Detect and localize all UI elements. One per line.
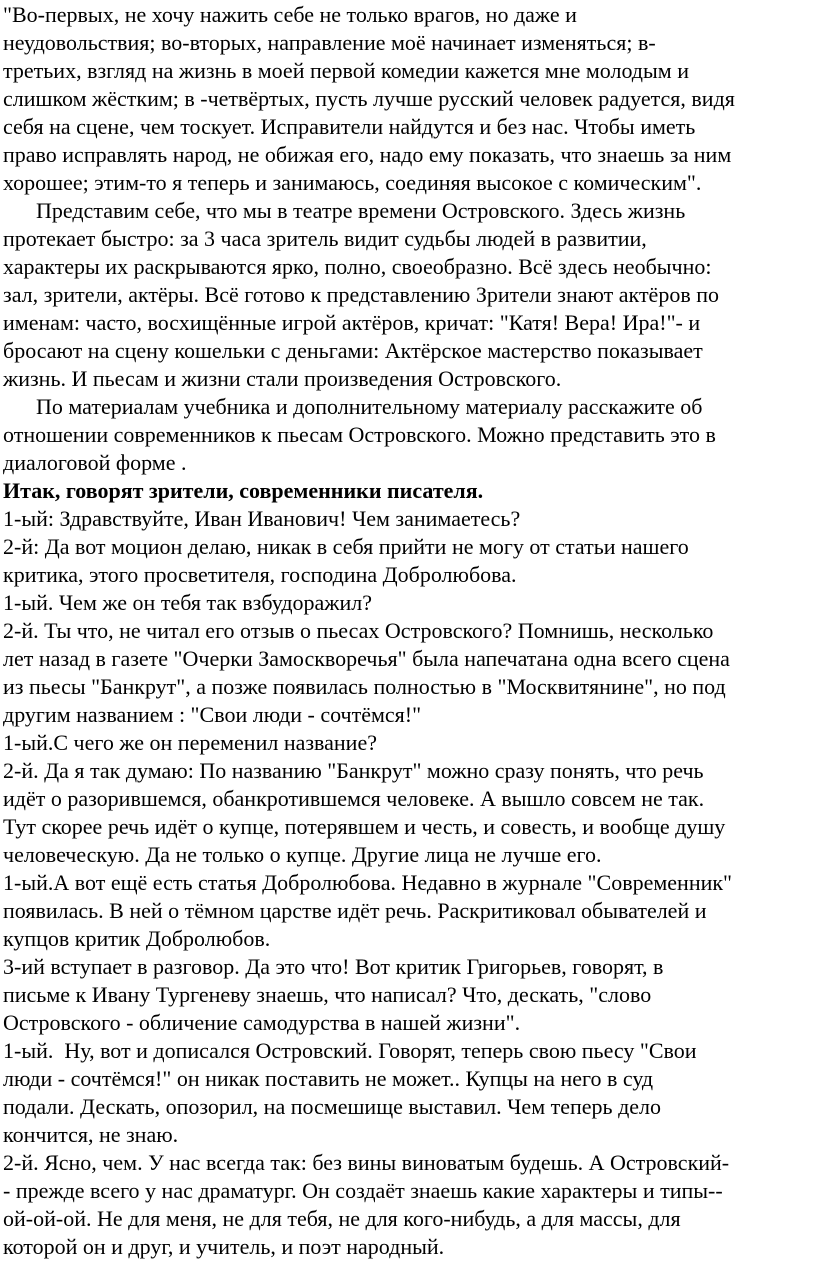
dialogue-line: критика, этого просветителя, господина Добролюбова. [3, 562, 517, 587]
dialogue-line: лет назад в газете "Очерки Замоскворечья" была напечатана одна всего сцена [3, 646, 730, 671]
dialogue-line: купцов критик Добролюбов. [3, 926, 271, 951]
text-line: отношении современников к пьесам Островского. Можно представить это в [3, 422, 716, 447]
dialogue-line: 2-й: Да вот моцион делаю, никак в себя прийти не могу от статьи нашего [3, 534, 689, 559]
text-line: протекает быстро: за 3 часа зритель видит судьбы людей в развитии, [3, 226, 647, 251]
dialogue-line: 1-ый.С чего же он переменил название? [3, 730, 377, 755]
dialogue-line: из пьесы "Банкрут", а позже появилась полностью в "Москвитянине", но под [3, 674, 726, 699]
dialogue-line: подали. Дескать, опозорил, на посмешище выставил. Чем теперь дело [3, 1094, 662, 1119]
dialogue-line: Тут скорее речь идёт о купце, потерявшем и честь, и совесть, и вообще душу [3, 814, 726, 839]
text-line: право исправлять народ, не обижая его, надо ему показать, что знаешь за ним [3, 142, 732, 167]
dialogue-line: другим названием : "Свои люди - сочтёмся!" [3, 702, 422, 727]
dialogue-line: ой-ой-ой. Не для меня, не для тебя, не для кого-нибудь, а для массы, для [3, 1206, 681, 1231]
dialogue-line: человеческую. Да не только о купце. Другие лица не лучше его. [3, 842, 602, 867]
text-line: неудовольствия; во-вторых, направление моё начинает изменяться; в- [3, 30, 656, 55]
text-line: третьих, взгляд на жизнь в моей первой комедии кажется мне молодым и [3, 58, 689, 83]
dialogue-line: 2-й. Ты что, не читал его отзыв о пьесах Островского? Помнишь, несколько [3, 618, 714, 643]
text-line: "Во-первых, не хочу нажить себе не только врагов, но даже и [3, 2, 577, 27]
dialogue-line: 1-ый. Чем же он тебя так взбудоражил? [3, 590, 373, 615]
dialogue-line: 1-ый.А вот ещё есть статья Добролюбова. Недавно в журнале "Современник" [3, 870, 733, 895]
section-heading: Итак, говорят зрители, современники писателя. [3, 478, 484, 503]
text-line: хорошее; этим-то я теперь и занимаюсь, соединяя высокое с комическим". [3, 170, 702, 195]
text-line: бросают на сцену кошельки с деньгами: Актёрское мастерство показывает [3, 338, 703, 363]
dialogue-line: идёт о разорившемся, обанкротившемся человеке. А вышло совсем не так. [3, 786, 705, 811]
dialogue-line: появилась. В ней о тёмном царстве идёт речь. Раскритиковал обывателей и [3, 898, 707, 923]
text-line: зал, зрители, актёры. Всё готово к представлению Зрители знают актёров по [3, 282, 719, 307]
dialogue-line: люди - сочтёмся!" он никак поставить не может.. Купцы на него в суд [3, 1066, 654, 1091]
dialogue-line: которой он и друг, и учитель, и поэт народный. [3, 1234, 445, 1259]
dialogue-line: 1-ый: Здравствуйте, Иван Иванович! Чем занимаетесь? [3, 506, 521, 531]
text-line: характеры их раскрываются ярко, полно, своеобразно. Всё здесь необычно: [3, 254, 712, 279]
dialogue-line: 1-ый. Ну, вот и дописался Островский. Говорят, теперь свою пьесу "Свои [3, 1038, 697, 1063]
text-line: именам: часто, восхищённые игрой актёров, кричат: "Катя! Вера! Ира!"- и [3, 310, 701, 335]
dialogue-line: письме к Ивану Тургеневу знаешь, что написал? Что, дескать, "слово [3, 982, 652, 1007]
dialogue-line: кончится, не знаю. [3, 1122, 179, 1147]
text-line: себя на сцене, чем тоскует. Исправители найдутся и без нас. Чтобы иметь [3, 114, 696, 139]
dialogue-line: 3-ий вступает в разговор. Да это что! Вот критик Григорьев, говорят, в [3, 954, 664, 979]
dialogue-line: Островского - обличение самодурства в нашей жизни". [3, 1010, 521, 1035]
text-line: слишком жёстким; в -четвёртых, пусть лучше русский человек радуется, видя [3, 86, 735, 111]
dialogue-line: 2-й. Да я так думаю: По названию "Банкрут" можно сразу понять, что речь [3, 758, 704, 783]
text-line: диалоговой форме . [3, 450, 187, 475]
dialogue-line: 2-й. Ясно, чем. У нас всегда так: без вины виноватым будешь. А Островский- [3, 1150, 730, 1175]
paragraph-start-line: По материалам учебника и дополнительному материалу расскажите об [3, 394, 703, 419]
paragraph-start-line: Представим себе, что мы в театре времени Островского. Здесь жизнь [3, 198, 686, 223]
dialogue-line: - прежде всего у нас драматург. Он создаёт знаешь какие характеры и типы-- [3, 1178, 723, 1203]
text-line: жизнь. И пьесам и жизни стали произведения Островского. [3, 366, 562, 391]
